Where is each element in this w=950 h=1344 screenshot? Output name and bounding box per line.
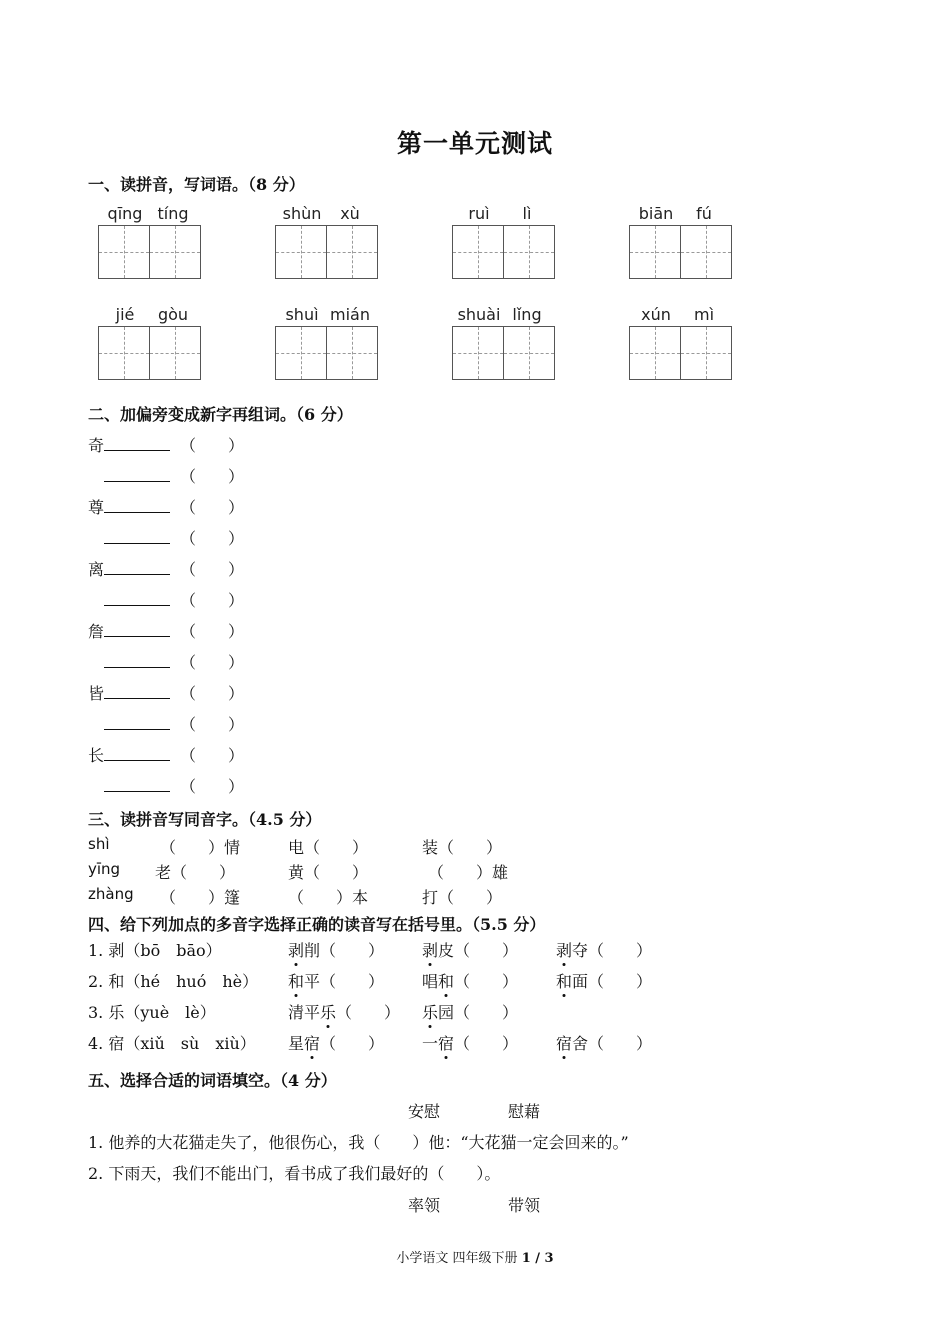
word-answer-paren[interactable]: （ ） — [180, 684, 245, 703]
homophone-blank[interactable]: 黄（ ） — [288, 863, 369, 882]
polyphone-label: 3. 乐（yuè lè） — [88, 1003, 216, 1022]
word-prefix: 一 — [422, 1034, 439, 1053]
page-number: 1 / 3 — [521, 1251, 554, 1266]
word-rest: 皮（ ） — [438, 941, 519, 960]
polyphone-label: 2. 和（hé huó hè） — [88, 972, 259, 991]
polyphone-label: 4. 宿（xiǔ sù xiù） — [88, 1034, 256, 1053]
page-title: 第一单元测试 — [396, 129, 553, 158]
writing-grid — [98, 326, 201, 380]
writing-grid — [629, 326, 732, 380]
word-choice-2a: 率领 — [408, 1196, 441, 1215]
homophone-blank[interactable]: （ ）雄 — [428, 863, 509, 882]
dotted-character: 宿 — [304, 1031, 320, 1054]
pinyin-label: shùn — [282, 204, 322, 223]
new-character-blank[interactable] — [104, 744, 170, 761]
homophone-blank[interactable]: （ ）情 — [160, 838, 241, 857]
section-4-heading: 四、给下列加点的多音字选择正确的读音写在括号里。（5.5 分） — [88, 915, 546, 934]
polyphone-item[interactable] — [422, 1000, 518, 1023]
polyphone-item[interactable] — [556, 969, 652, 992]
writing-cell[interactable] — [276, 327, 327, 379]
new-character-blank[interactable] — [104, 620, 170, 637]
pinyin-label: shuài — [457, 305, 501, 324]
word-prefix: 清平 — [288, 1003, 321, 1022]
section-5-heading: 五、选择合适的词语填空。（4 分） — [88, 1071, 337, 1090]
dotted-character: 和 — [288, 969, 304, 992]
new-character-blank[interactable] — [104, 496, 170, 513]
new-character-blank[interactable] — [104, 558, 170, 575]
new-character-blank[interactable] — [104, 651, 170, 668]
pinyin-label: qīng — [107, 204, 143, 223]
writing-cell[interactable] — [150, 327, 200, 379]
new-character-blank[interactable] — [104, 713, 170, 730]
dotted-character: 乐 — [422, 1000, 438, 1023]
word-answer-paren[interactable]: （ ） — [180, 622, 245, 641]
pinyin-label: xù — [340, 204, 360, 223]
homophone-pinyin: zhàng — [88, 885, 134, 903]
pinyin-label: tíng — [157, 204, 189, 223]
pinyin-label: lì — [522, 204, 532, 223]
dotted-character: 剥 — [556, 938, 572, 961]
dotted-character: 剥 — [422, 938, 438, 961]
writing-grid — [275, 326, 378, 380]
homophone-blank[interactable]: 装（ ） — [422, 838, 503, 857]
writing-grid — [452, 225, 555, 279]
word-answer-paren[interactable]: （ ） — [180, 529, 245, 548]
word-rest: 舍（ ） — [572, 1034, 653, 1053]
word-answer-paren[interactable]: （ ） — [180, 746, 245, 765]
writing-cell[interactable] — [276, 226, 327, 278]
radical-row — [88, 619, 244, 642]
dotted-character: 剥 — [288, 938, 304, 961]
pinyin-label: ruì — [468, 204, 490, 223]
pinyin-label: biān — [638, 204, 674, 223]
base-character: 奇 — [88, 436, 105, 455]
radical-row — [88, 557, 244, 580]
radical-row — [88, 712, 244, 735]
word-rest: 平（ ） — [304, 972, 385, 991]
homophone-pinyin: shì — [88, 835, 110, 853]
word-answer-paren[interactable]: （ ） — [180, 498, 245, 517]
writing-cell[interactable] — [327, 226, 377, 278]
polyphone-label: 1. 剥（bō bāo） — [88, 941, 222, 960]
polyphone-item[interactable] — [422, 1031, 518, 1054]
pinyin-label: gòu — [157, 305, 189, 324]
page-footer — [0, 1247, 950, 1266]
homophone-pinyin: yīng — [88, 860, 121, 878]
polyphone-item[interactable] — [288, 969, 384, 992]
polyphone-item[interactable] — [556, 938, 652, 961]
writing-cell[interactable] — [504, 327, 554, 379]
section-3-heading: 三、读拼音写同音字。（4.5 分） — [88, 810, 322, 829]
homophone-blank[interactable]: （ ）篷 — [160, 888, 241, 907]
base-character: 詹 — [88, 622, 105, 641]
pinyin-label: jié — [115, 305, 135, 324]
radical-row — [88, 526, 244, 549]
word-answer-paren[interactable]: （ ） — [180, 653, 245, 672]
writing-cell[interactable] — [99, 226, 150, 278]
section-1-heading: 一、读拼音，写词语。（8 分） — [88, 175, 305, 194]
writing-cell[interactable] — [681, 226, 731, 278]
pinyin-label: fú — [696, 204, 712, 223]
writing-cell[interactable] — [504, 226, 554, 278]
new-character-blank[interactable] — [104, 682, 170, 699]
writing-cell[interactable] — [453, 327, 504, 379]
radical-row — [88, 464, 244, 487]
homophone-blank[interactable]: 打（ ） — [422, 888, 503, 907]
homophone-blank[interactable]: （ ）本 — [288, 888, 369, 907]
dotted-character: 宿 — [556, 1031, 572, 1054]
radical-row — [88, 743, 244, 766]
fill-question-1: 1. 他养的大花猫走失了，他很伤心，我（ ）他：“大花猫一定会回来的。” — [88, 1133, 629, 1152]
section-2-heading: 二、加偏旁变成新字再组词。（6 分） — [88, 405, 353, 424]
answer-paren: （ ） — [336, 1003, 401, 1022]
word-answer-paren[interactable]: （ ） — [180, 560, 245, 579]
polyphone-item[interactable] — [556, 1031, 652, 1054]
dotted-character: 乐 — [320, 1000, 336, 1023]
pinyin-label: shuì — [285, 305, 319, 324]
base-character: 尊 — [88, 498, 105, 517]
word-choice-2b: 带领 — [508, 1196, 541, 1215]
writing-grid — [452, 326, 555, 380]
radical-row — [88, 650, 244, 673]
base-character: 皆 — [88, 684, 105, 703]
word-prefix: 星 — [288, 1034, 305, 1053]
word-rest: 园（ ） — [438, 1003, 519, 1022]
word-rest: 削（ ） — [304, 941, 385, 960]
writing-grid — [98, 225, 201, 279]
writing-grid — [629, 225, 732, 279]
word-choice-1b: 慰藉 — [508, 1102, 541, 1121]
writing-cell[interactable] — [681, 327, 731, 379]
base-character: 离 — [88, 560, 105, 579]
dotted-character: 宿 — [438, 1031, 454, 1054]
polyphone-item[interactable] — [288, 938, 384, 961]
radical-row — [88, 774, 244, 797]
word-rest: 夺（ ） — [572, 941, 653, 960]
writing-cell[interactable] — [630, 327, 681, 379]
answer-paren: （ ） — [454, 1034, 519, 1053]
writing-cell[interactable] — [453, 226, 504, 278]
polyphone-item[interactable] — [422, 938, 518, 961]
word-prefix: 唱 — [422, 972, 439, 991]
new-character-blank[interactable] — [104, 434, 170, 451]
answer-paren: （ ） — [320, 1034, 385, 1053]
new-character-blank[interactable] — [104, 527, 170, 544]
new-character-blank[interactable] — [104, 589, 170, 606]
footer-text: 小学语文 四年级下册 — [396, 1251, 522, 1266]
writing-grid — [275, 225, 378, 279]
polyphone-item[interactable] — [288, 1031, 384, 1054]
word-answer-paren[interactable]: （ ） — [180, 777, 245, 796]
new-character-blank[interactable] — [104, 465, 170, 482]
answer-paren: （ ） — [454, 972, 519, 991]
pinyin-label: xún — [641, 305, 671, 324]
dotted-character: 和 — [438, 969, 454, 992]
homophone-blank[interactable]: 电（ ） — [288, 838, 369, 857]
radical-row — [88, 495, 244, 518]
radical-row — [88, 681, 244, 704]
writing-cell[interactable] — [630, 226, 681, 278]
writing-cell[interactable] — [150, 226, 200, 278]
radical-row — [88, 433, 244, 456]
polyphone-item[interactable] — [288, 1000, 400, 1023]
homophone-blank[interactable]: 老（ ） — [155, 863, 236, 882]
fill-question-2: 2. 下雨天，我们不能出门，看书成了我们最好的（ ）。 — [88, 1164, 501, 1183]
word-rest: 面（ ） — [572, 972, 653, 991]
polyphone-item[interactable] — [422, 969, 518, 992]
pinyin-label: lǐng — [512, 305, 542, 324]
word-answer-paren[interactable]: （ ） — [180, 467, 245, 486]
writing-cell[interactable] — [327, 327, 377, 379]
dotted-character: 和 — [556, 969, 572, 992]
pinyin-label: mián — [330, 305, 370, 324]
word-choice-1a: 安慰 — [408, 1102, 441, 1121]
base-character: 长 — [88, 746, 105, 765]
word-answer-paren[interactable]: （ ） — [180, 591, 245, 610]
pinyin-label: mì — [693, 305, 715, 324]
writing-cell[interactable] — [99, 327, 150, 379]
word-answer-paren[interactable]: （ ） — [180, 436, 245, 455]
radical-row — [88, 588, 244, 611]
word-answer-paren[interactable]: （ ） — [180, 715, 245, 734]
new-character-blank[interactable] — [104, 775, 170, 792]
